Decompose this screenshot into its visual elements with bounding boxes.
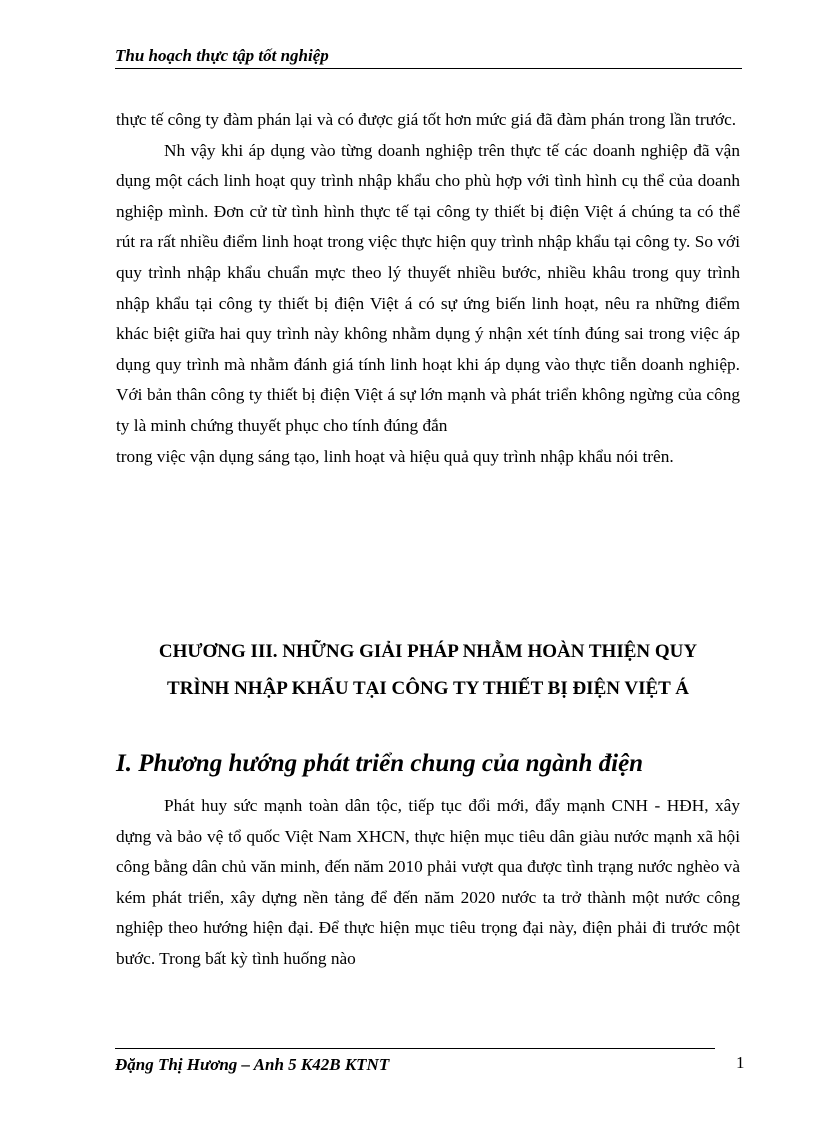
footer-author: Đặng Thị Hương – Anh 5 K42B KTNT: [115, 1055, 390, 1074]
paragraph-development-direction: Phát huy sức mạnh toàn dân tộc, tiếp tục đổi mới, đẩy mạnh CNH - HĐH, xây dựng và bảo vệ tổ quốc Việt Nam XHCN, thực hiện mục tiêu dân giàu nước mạnh xã hội công bằng dân chủ văn minh, đến năm 2010 phải vượt qua được tình trạng nước nghèo và kém phát triển, xây dựng nền tảng để đến năm 2020 nước ta trở thành một nước công nghiệp theo hướng hiện đại. Để thực hiện mục tiêu trọng đại này, điện phải đi trước một bước. Trong bất kỳ tình huống nào: [116, 796, 740, 968]
page-header: Thu hoạch thực tập tốt nghiệp: [115, 46, 742, 69]
chapter-title-line-2: TRÌNH NHẬP KHẨU TẠI CÔNG TY THIẾT BỊ ĐIỆN VIỆT Á: [167, 678, 689, 699]
section-heading: I. Phương hướng phát triển chung của ngành điện: [116, 750, 644, 777]
footer-rule: [115, 1048, 715, 1049]
body-text-block-1: [116, 105, 740, 472]
page-number: 1: [736, 1053, 745, 1072]
chapter-title-line-1: CHƯƠNG III. NHỮNG GIẢI PHÁP NHẰM HOÀN THIỆN QUY: [158, 641, 698, 662]
paragraph-continuation: thực tế công ty đàm phán lại và có được giá tốt hơn mức giá đã đàm phán trong lần trước.: [116, 110, 737, 129]
chapter-title: [100, 633, 756, 707]
paragraph-flexibility: Nh vậy khi áp dụng vào từng doanh nghiệp trên thực tế các doanh nghiệp đã vận dụng một cách linh hoạt quy trình nhập khẩu cho phù hợp với tình hình cụ thể của doanh nghiệp mình. Đơn cử từ tình hình thực tế tại công ty thiết bị điện Việt á chúng ta có thể rút ra rất nhiều điểm linh hoạt trong việc thực hiện quy trình nhập khẩu tại công ty. So với quy trình nhập khẩu chuẩn mực theo lý thuyết nhiều bước, nhiều khâu trong quy trình nhập khẩu tại công ty thiết bị điện Việt á có sự ứng biến linh hoạt, nêu ra những điểm khác biệt giữa hai quy trình này không nhằm dụng ý nhận xét tính đúng sai trong việc áp dụng quy trình mà nhằm đánh giá tính linh hoạt khi áp dụng vào thực tiễn doanh nghiệp. Với bản thân công ty thiết bị điện Việt á sự lớn mạnh và phát triển không ngừng của công ty là minh chứng thuyết phục cho tính đúng đắn: [116, 140, 740, 435]
paragraph-conclusion: trong việc vận dụng sáng tạo, linh hoạt và hiệu quả quy trình nhập khẩu nói trên.: [116, 446, 674, 466]
body-text-block-2: [116, 791, 740, 975]
